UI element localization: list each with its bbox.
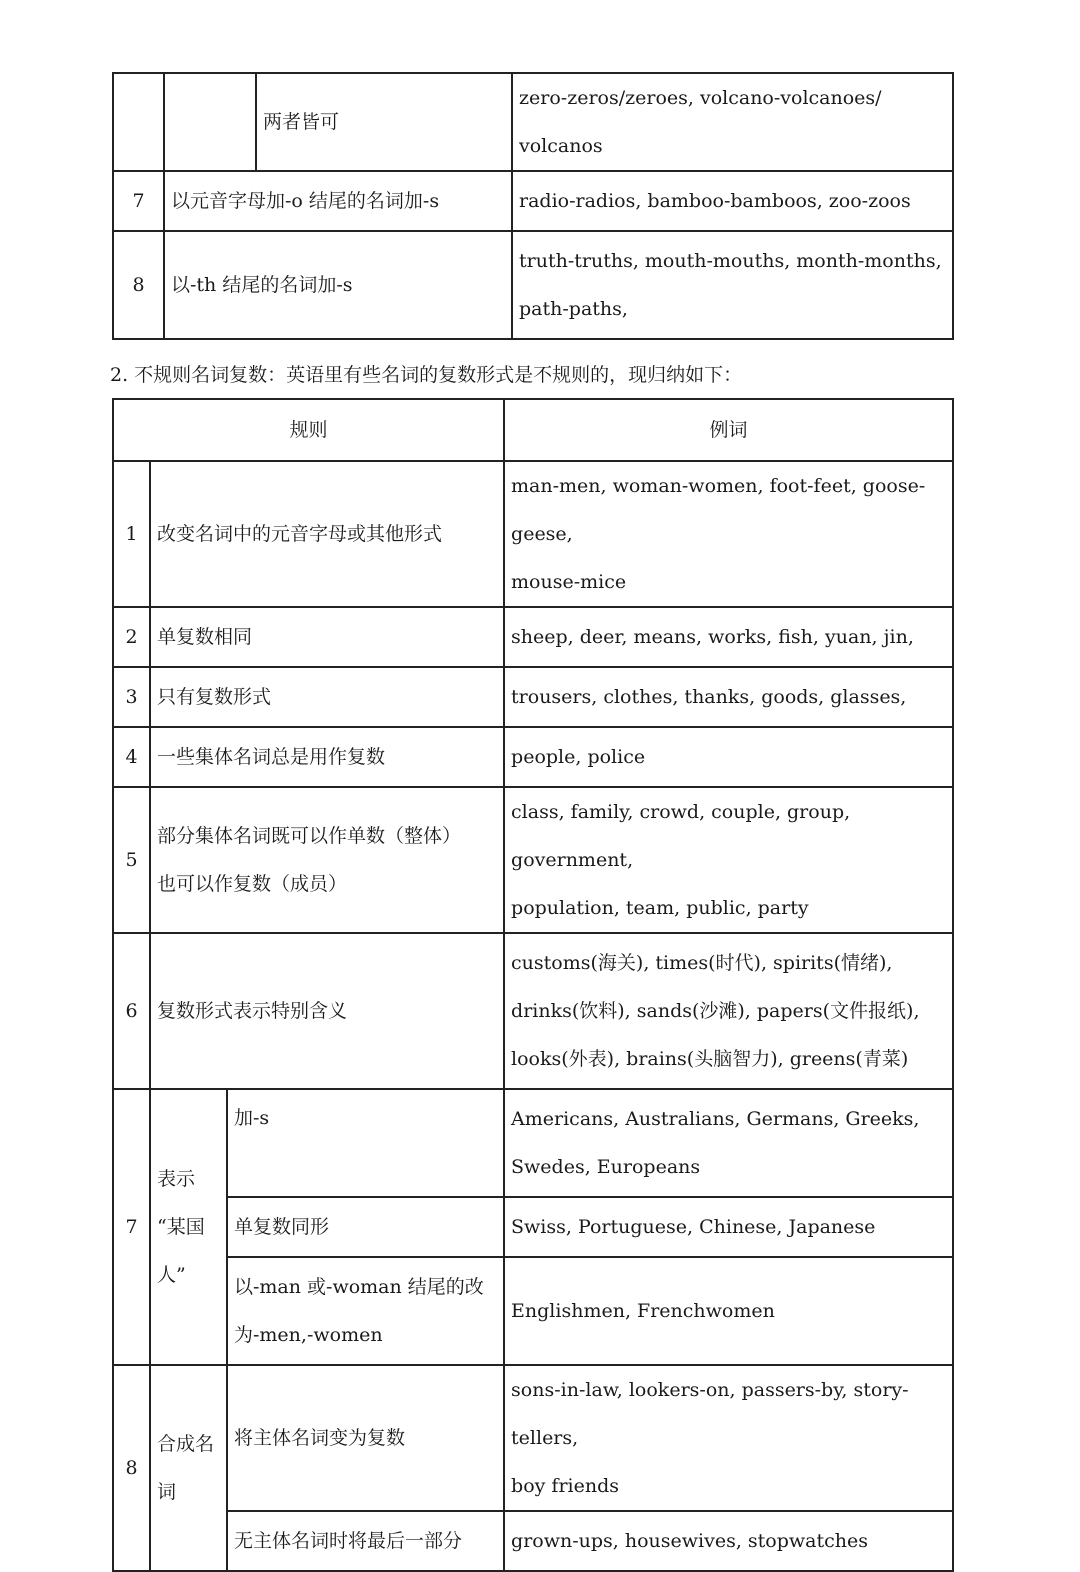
- example-cell: Englishmen, Frenchwomen: [504, 1257, 953, 1365]
- table-row: [113, 607, 953, 667]
- row-number: 8: [113, 1365, 150, 1571]
- example-line: truth-truths, mouth-mouths, month-months,: [519, 250, 942, 272]
- example-cell: [504, 933, 953, 1089]
- example-cell: Swiss, Portuguese, Chinese, Japanese: [504, 1197, 953, 1257]
- table-row: [113, 1365, 953, 1511]
- row-number: 7: [113, 171, 164, 231]
- rule-cell: 以元音字母加-o 结尾的名词加-s: [164, 171, 512, 231]
- sub-rule-cell: [227, 1257, 504, 1365]
- row-number: 7: [113, 1089, 150, 1365]
- example-line: mouse-mice: [511, 571, 627, 593]
- row-number: 6: [113, 933, 150, 1089]
- example-line: boy friends: [511, 1475, 619, 1497]
- example-cell: [504, 1089, 953, 1197]
- example-cell: [504, 787, 953, 933]
- sub-rule-cell: 两者皆可: [256, 73, 512, 171]
- table-row: [113, 1511, 953, 1571]
- table-row: [113, 1089, 953, 1197]
- row-number: 8: [113, 231, 164, 339]
- table-row: [113, 727, 953, 787]
- rule-cell: [164, 73, 256, 171]
- sub-rule-line: 为-men,-women: [234, 1324, 383, 1346]
- rule-cell: 改变名词中的元音字母或其他形式: [150, 461, 504, 607]
- rule-line: 部分集体名词既可以作单数（整体）: [157, 825, 462, 847]
- table-row: [113, 73, 953, 171]
- example-line: Swedes, Europeans: [511, 1156, 701, 1178]
- row-number: 4: [113, 727, 150, 787]
- example-line: customs(海关), times(时代), spirits(情绪),: [511, 952, 893, 974]
- example-line: looks(外表), brains(头脑智力), greens(青菜): [511, 1048, 909, 1070]
- example-line: population, team, public, party: [511, 897, 809, 919]
- group-rule-cell: [150, 1089, 227, 1365]
- example-cell: people, police: [504, 727, 953, 787]
- example-cell: [504, 461, 953, 607]
- sub-rule-cell: 无主体名词时将最后一部分: [227, 1511, 504, 1571]
- example-cell: sheep, deer, means, works, fish, yuan, jin,: [504, 607, 953, 667]
- row-number: [113, 73, 164, 171]
- example-cell: [512, 231, 953, 339]
- rule-cell: 复数形式表示特别含义: [150, 933, 504, 1089]
- table-row: [113, 171, 953, 231]
- table-row: [113, 1257, 953, 1365]
- rule-cell: [150, 787, 504, 933]
- table-row: [113, 231, 953, 339]
- rule-cell: 一些集体名词总是用作复数: [150, 727, 504, 787]
- section-heading: 2. 不规则名词复数：英语里有些名词的复数形式是不规则的，现归纳如下：: [110, 364, 743, 386]
- example-line: path-paths,: [519, 298, 628, 320]
- row-number: 2: [113, 607, 150, 667]
- irregular-plural-table: [112, 398, 954, 1572]
- rule-cell: 只有复数形式: [150, 667, 504, 727]
- sub-rule-cell: 单复数同形: [227, 1197, 504, 1257]
- table-header-row: [113, 399, 953, 461]
- example-cell: trousers, clothes, thanks, goods, glasses,: [504, 667, 953, 727]
- table-row: [113, 667, 953, 727]
- example-line: class, family, crowd, couple, group, government,: [511, 801, 851, 871]
- table-row: [113, 933, 953, 1089]
- rule-header: 规则: [113, 399, 504, 461]
- group-rule-cell: [150, 1365, 227, 1571]
- example-cell: radio-radios, bamboo-bamboos, zoo-zoos: [512, 171, 953, 231]
- table-row: [113, 1197, 953, 1257]
- table-row: [113, 787, 953, 933]
- row-number: 5: [113, 787, 150, 933]
- example-line: sons-in-law, lookers-on, passers-by, story-tellers,: [511, 1379, 909, 1449]
- example-line: Americans, Australians, Germans, Greeks,: [511, 1108, 920, 1130]
- row-number: 1: [113, 461, 150, 607]
- group-line: 人”: [157, 1264, 186, 1286]
- sub-rule-cell: 加-s: [227, 1089, 504, 1197]
- group-line: 表示: [157, 1168, 196, 1190]
- group-line: “某国: [157, 1216, 205, 1238]
- rule-cell: 以-th 结尾的名词加-s: [164, 231, 512, 339]
- group-line: 词: [157, 1481, 177, 1503]
- example-line: drinks(饮料), sands(沙滩), papers(文件报纸),: [511, 1000, 920, 1022]
- rule-line: 也可以作复数（成员）: [157, 873, 348, 895]
- example-cell: grown-ups, housewives, stopwatches: [504, 1511, 953, 1571]
- example-cell: [504, 1365, 953, 1511]
- sub-rule-cell: 将主体名词变为复数: [227, 1365, 504, 1511]
- row-number: 3: [113, 667, 150, 727]
- group-line: 合成名: [157, 1433, 215, 1455]
- example-line: man-men, woman-women, foot-feet, goose-geese,: [511, 475, 926, 545]
- table-row: [113, 461, 953, 607]
- sub-rule-line: 以-man 或-woman 结尾的改: [234, 1276, 484, 1298]
- rule-cell: 单复数相同: [150, 607, 504, 667]
- example-header: 例词: [504, 399, 953, 461]
- example-cell: zero-zeros/zeroes, volcano-volcanoes/ volcanos: [512, 73, 953, 171]
- noun-plural-table-continued: [112, 72, 954, 340]
